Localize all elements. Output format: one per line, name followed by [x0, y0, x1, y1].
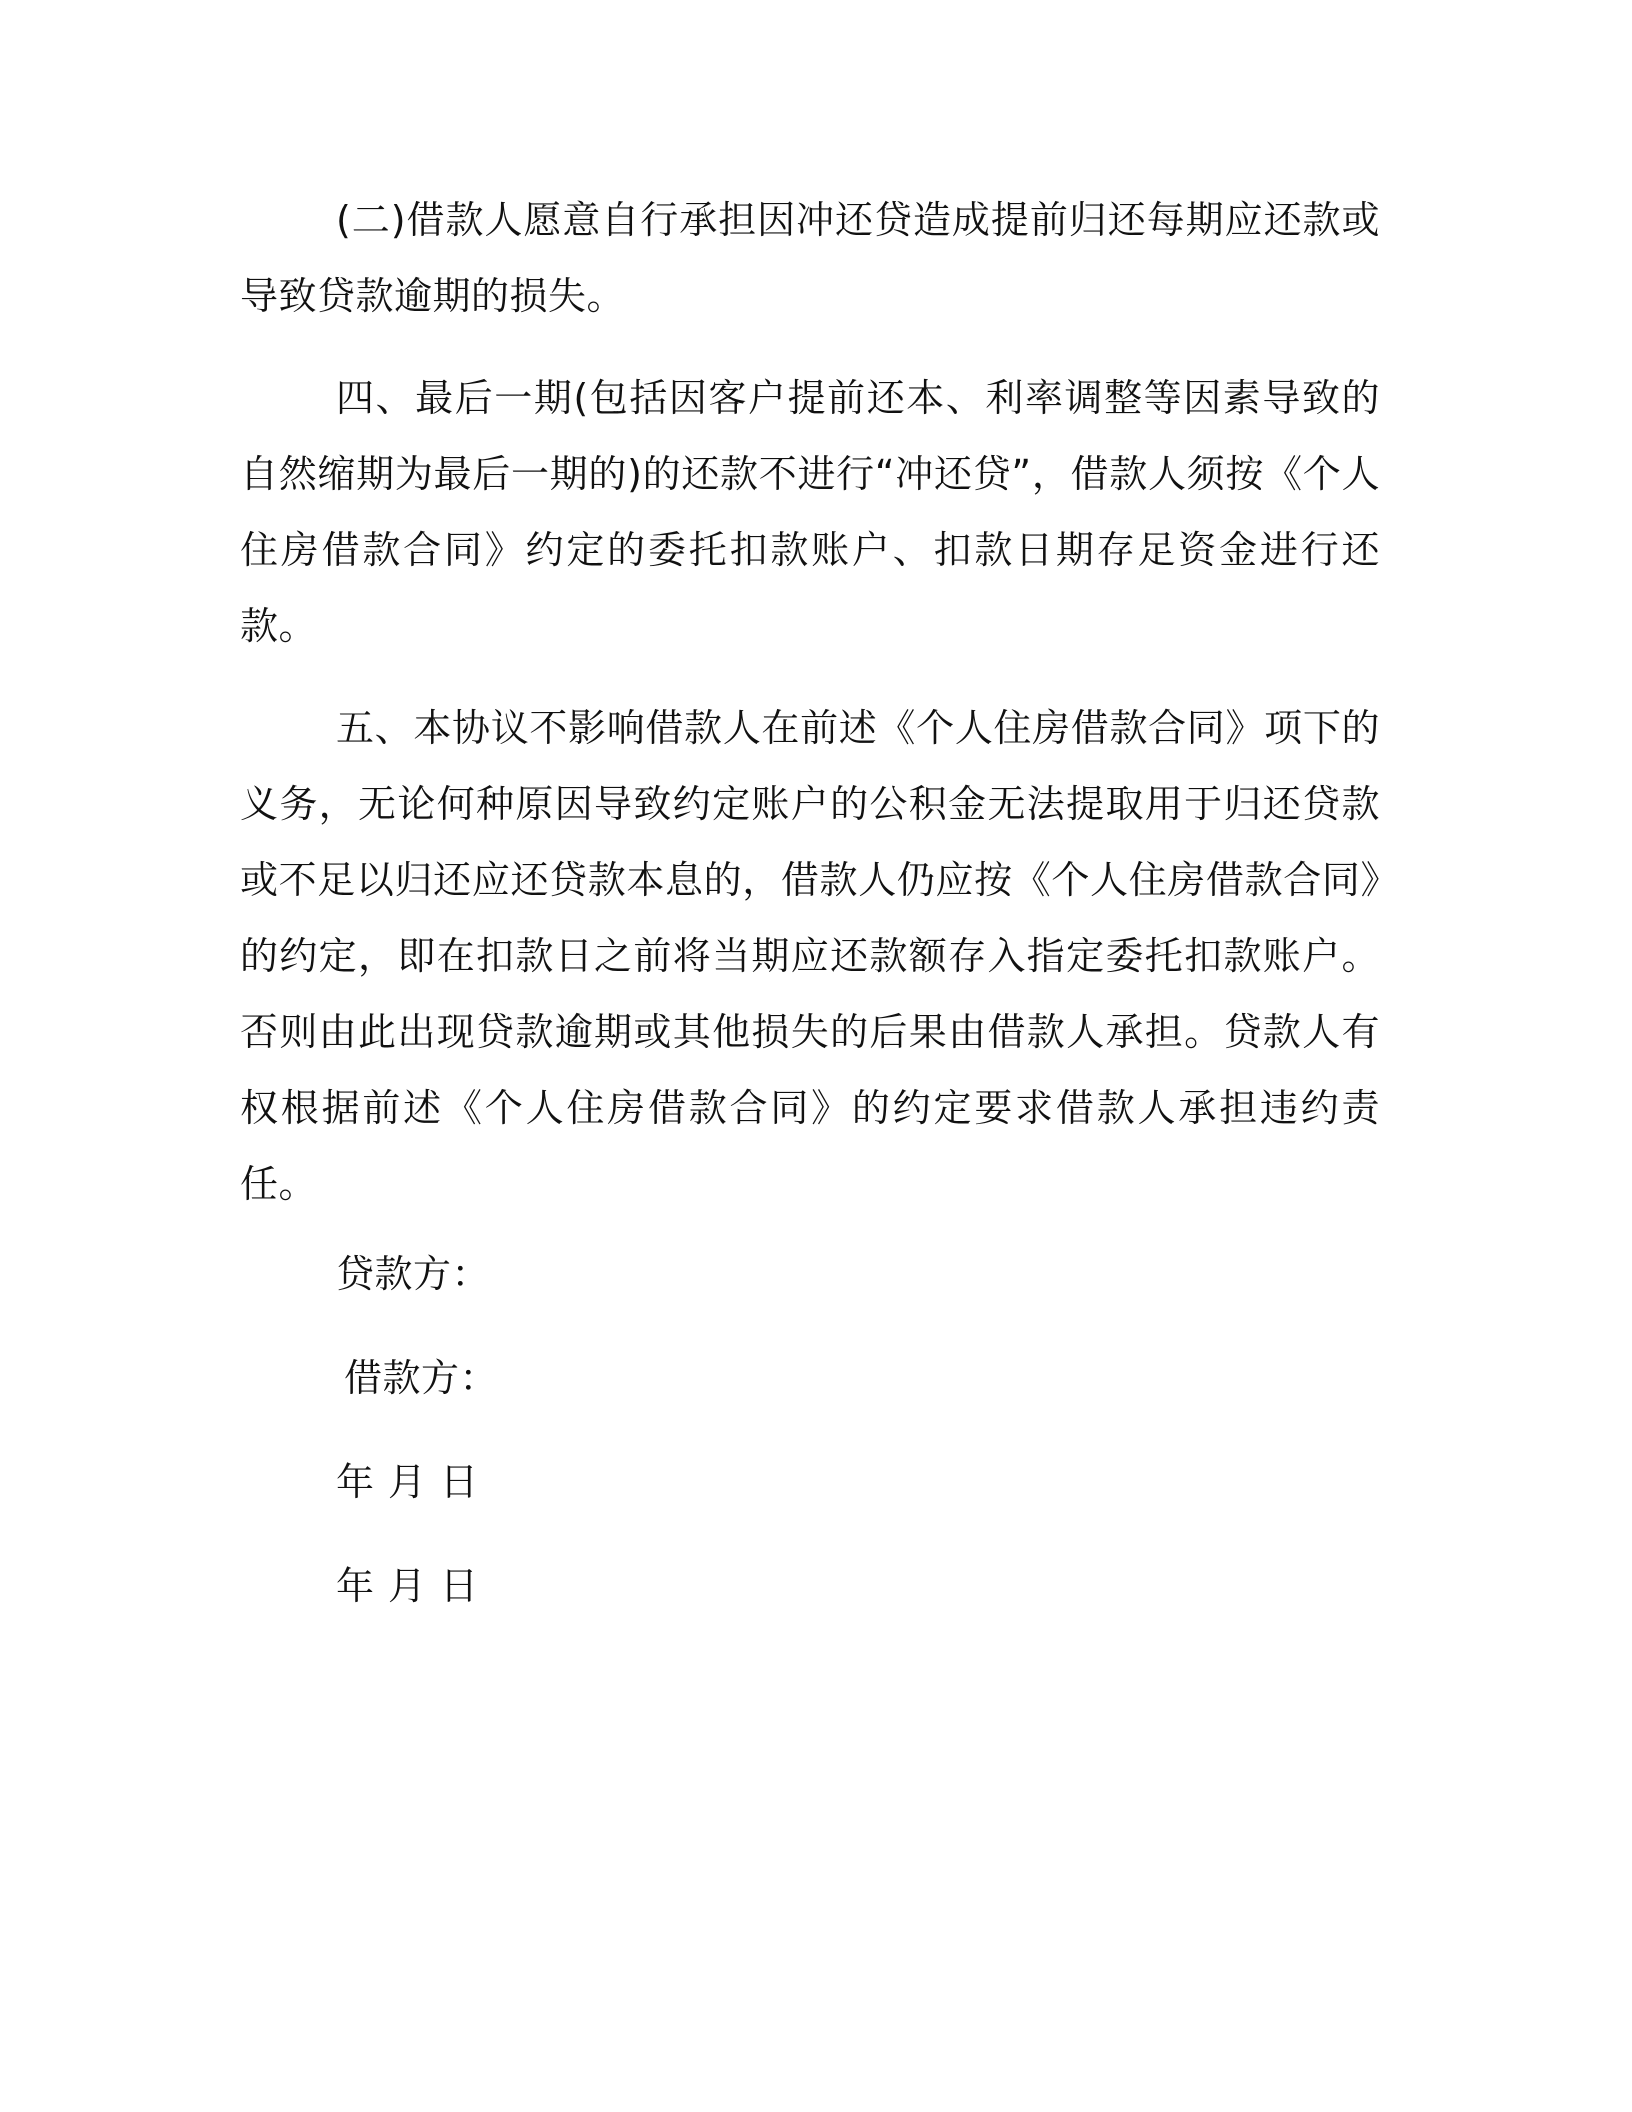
clause-5-paragraph: 五、本协议不影响借款人在前述《个人住房借款合同》项下的义务，无论何种原因导致约定账户的公积金无法提取用于归还贷款或不足以归还应还贷款本息的，借款人仍应按《个人住房借款合同》的约定，即在扣款日之前将当期应还款额存入指定委托扣款账户。否则由此出现贷款逾期或其他损失的后果由借款人承担。贷款人有权根据前述《个人住房借款合同》的约定要求借款人承担违约责任。	[240, 706, 1380, 1206]
date-year-label: 年	[336, 1460, 375, 1504]
date-year-label: 年	[336, 1564, 375, 1608]
lender-date-line	[240, 1456, 1380, 1508]
date-day-label: 日	[440, 1564, 479, 1608]
signature-block	[240, 1248, 1380, 1612]
borrower-signature-label: 借款方：	[344, 1356, 499, 1400]
clause-2-paragraph: (二)借款人愿意自行承担因冲还贷造成提前归还每期应还款或导致贷款逾期的损失。	[240, 198, 1380, 318]
date-day-label: 日	[440, 1460, 479, 1504]
document-body	[240, 182, 1380, 1664]
lender-signature-label: 贷款方：	[336, 1252, 491, 1296]
date-month-label: 月	[388, 1564, 427, 1608]
borrower-date-line	[240, 1560, 1380, 1612]
clause-4-paragraph: 四、最后一期(包括因客户提前还本、利率调整等因素导致的自然缩期为最后一期的)的还款不进行“冲还贷”，借款人须按《个人住房借款合同》约定的委托扣款账户、扣款日期存足资金进行还款。	[240, 376, 1380, 648]
date-month-label: 月	[388, 1460, 427, 1504]
